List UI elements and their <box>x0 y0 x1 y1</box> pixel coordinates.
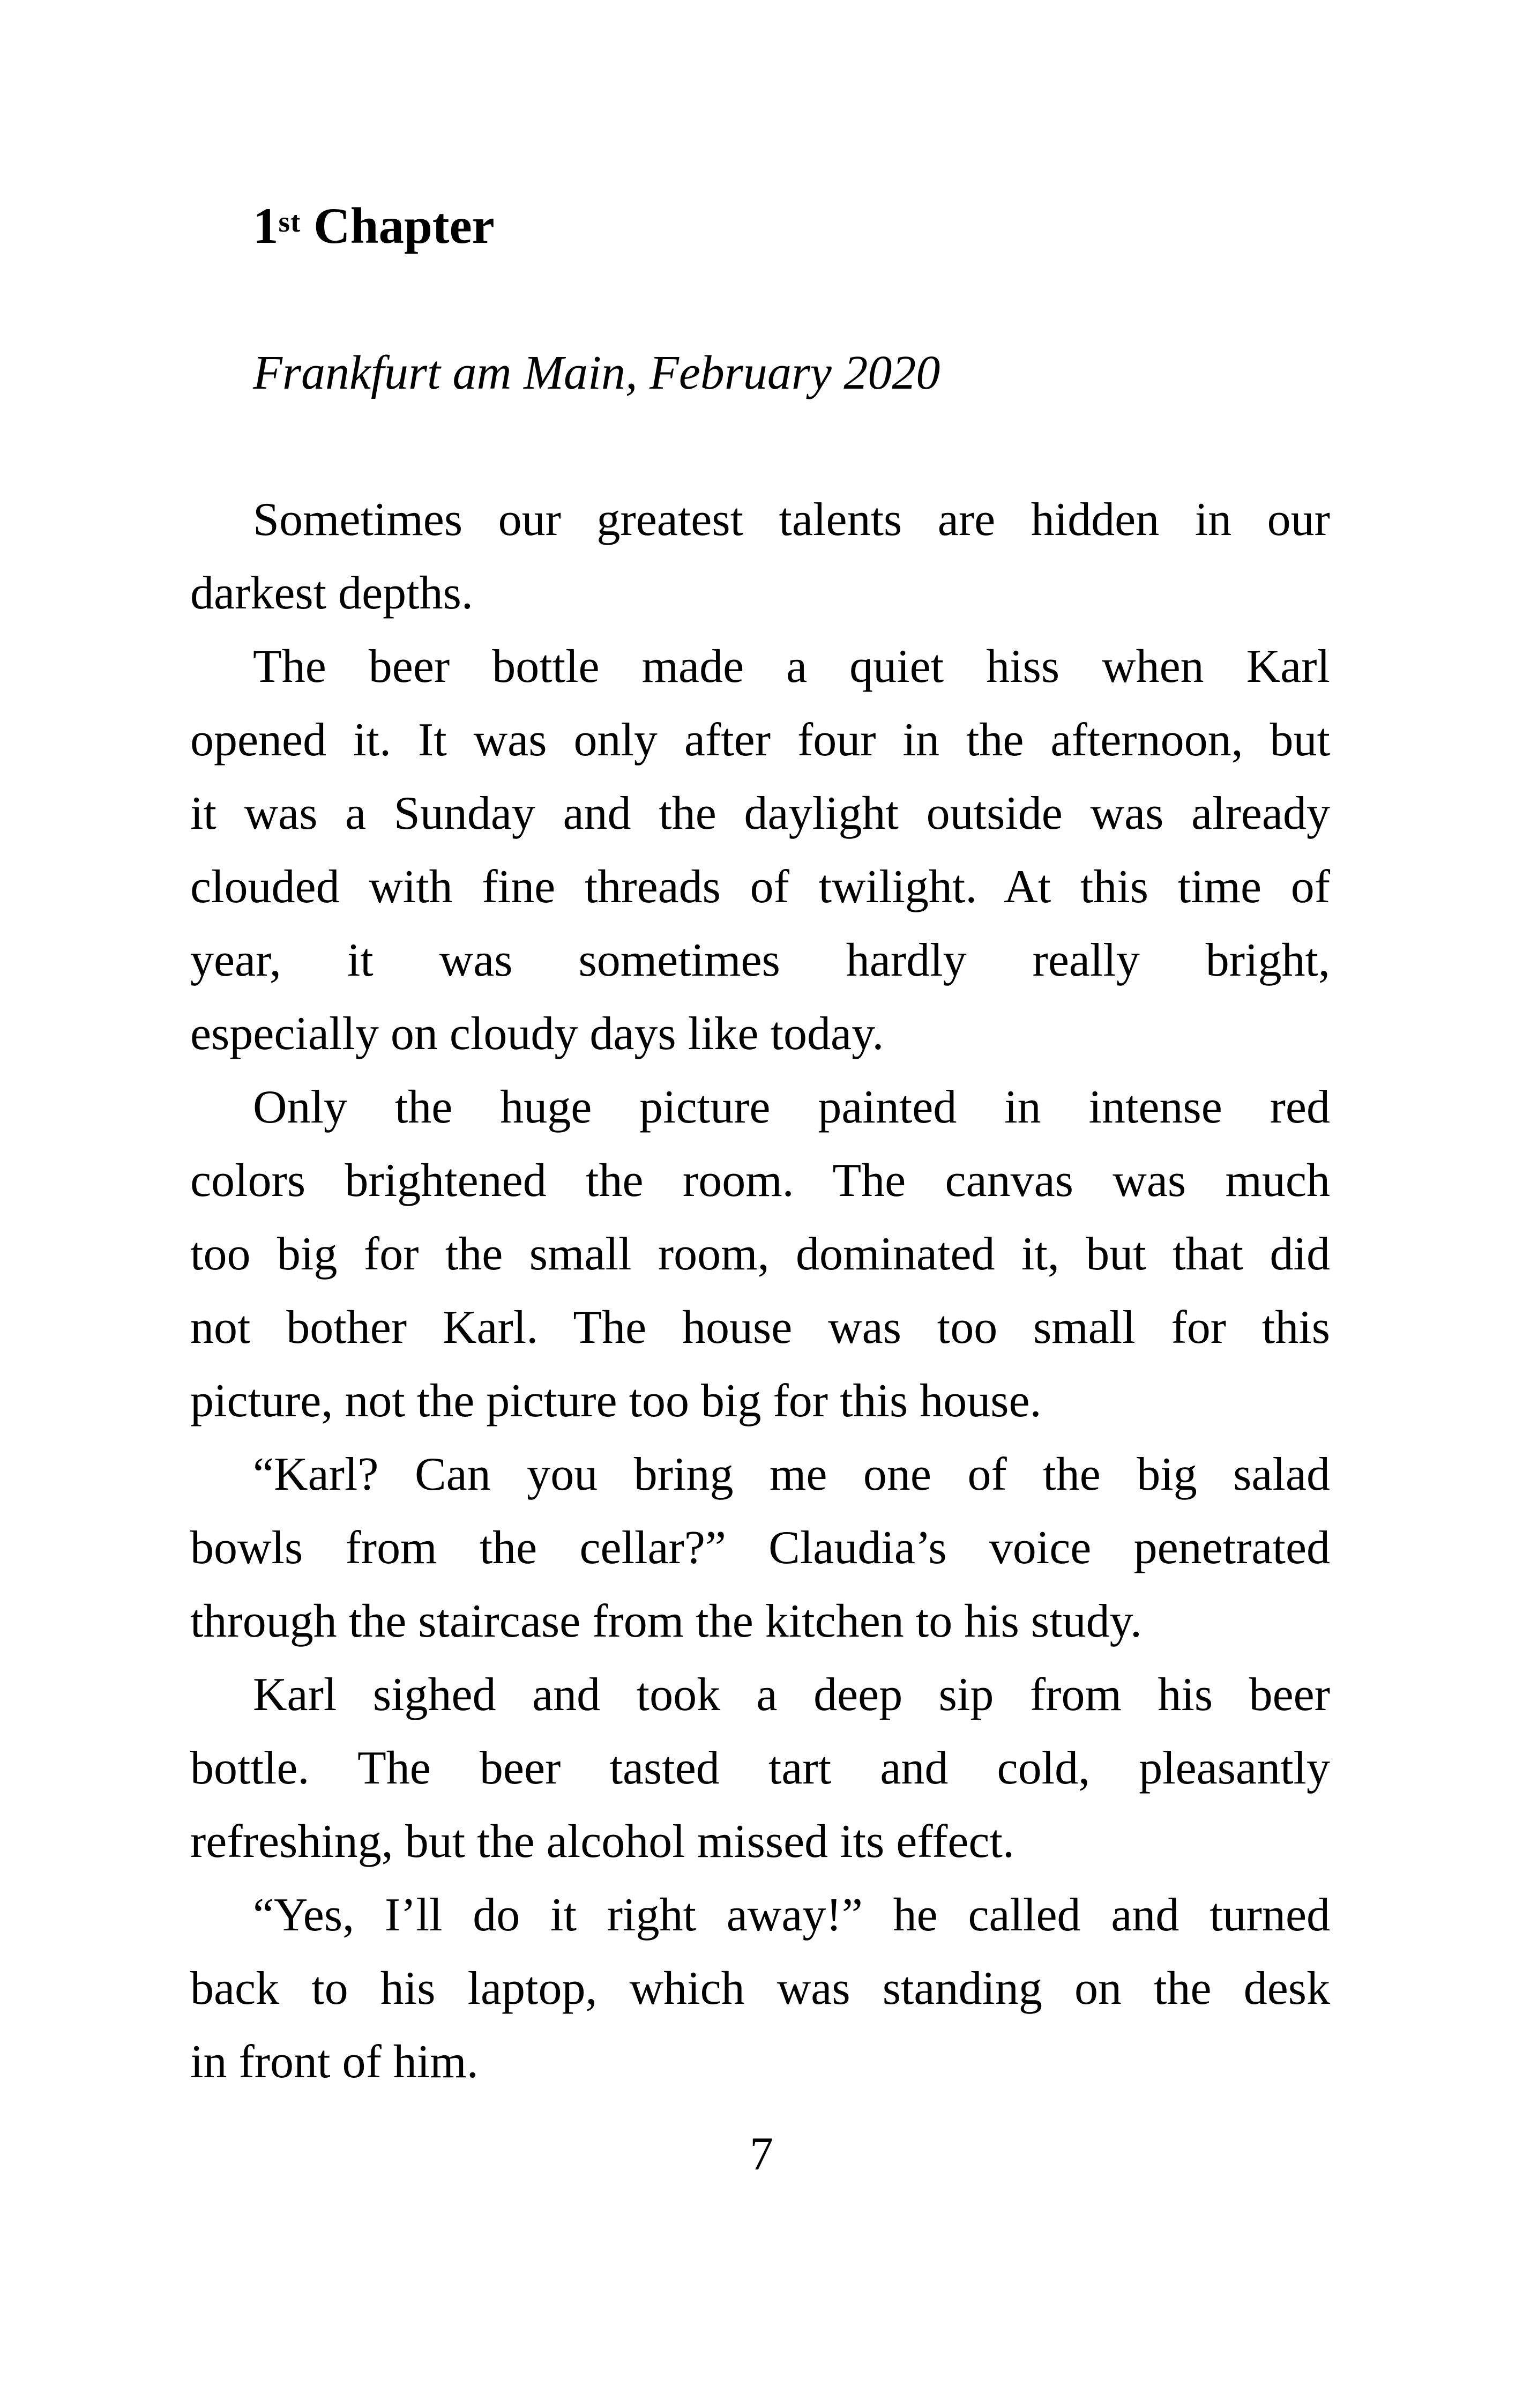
text-line: darkest depths. <box>190 567 473 619</box>
paragraph <box>190 1878 1330 2099</box>
text-line: picture, not the picture too big for this house. <box>190 1374 1042 1427</box>
text-line: Karl sighed and took a deep sip from his beer <box>253 1668 1330 1721</box>
text-line: too big for the small room, dominated it, but that did <box>190 1228 1330 1280</box>
text-line: colors brightened the room. The canvas was much <box>190 1154 1330 1207</box>
text-line: bowls from the cellar?” Claudia’s voice penetrated <box>190 1521 1330 1574</box>
paragraph <box>190 483 1330 630</box>
chapter-title: Chapter <box>301 197 495 254</box>
page-number: 7 <box>750 2128 773 2180</box>
paragraph <box>190 630 1330 1071</box>
paragraph <box>190 1438 1330 1658</box>
text-line: clouded with fine threads of twilight. At this time of <box>190 860 1330 913</box>
text-line: not bother Karl. The house was too small for this <box>190 1301 1330 1354</box>
text-line: opened it. It was only after four in the afternoon, but <box>190 714 1330 766</box>
text-line: bottle. The beer tasted tart and cold, pleasantly <box>190 1742 1330 1794</box>
paragraph <box>190 1658 1330 1878</box>
text-line: Sometimes our greatest talents are hidden in our <box>253 493 1330 546</box>
chapter-number: 1 <box>253 197 279 254</box>
paragraph <box>190 1071 1330 1438</box>
text-line: especially on cloudy days like today. <box>190 1007 884 1060</box>
text-line: back to his laptop, which was standing on the desk <box>190 1962 1330 2015</box>
text-line: “Yes, I’ll do it right away!” he called and turned <box>253 1889 1330 1941</box>
text-line: The beer bottle made a quiet hiss when Karl <box>253 640 1330 693</box>
text-line: year, it was sometimes hardly really bright, <box>190 934 1330 986</box>
chapter-dateline: Frankfurt am Main, February 2020 <box>253 346 940 399</box>
text-line: refreshing, but the alcohol missed its effect. <box>190 1815 1014 1868</box>
chapter-heading <box>190 185 1330 263</box>
text-block <box>190 185 1330 2099</box>
text-line: Only the huge picture painted in intense red <box>253 1081 1330 1133</box>
text-line: through the staircase from the kitchen to his study. <box>190 1595 1142 1647</box>
text-line: in front of him. <box>190 2035 479 2088</box>
text-line: “Karl? Can you bring me one of the big salad <box>253 1448 1330 1500</box>
chapter-ordinal-suffix: st <box>278 205 301 238</box>
text-line: it was a Sunday and the daylight outside was already <box>190 787 1330 839</box>
